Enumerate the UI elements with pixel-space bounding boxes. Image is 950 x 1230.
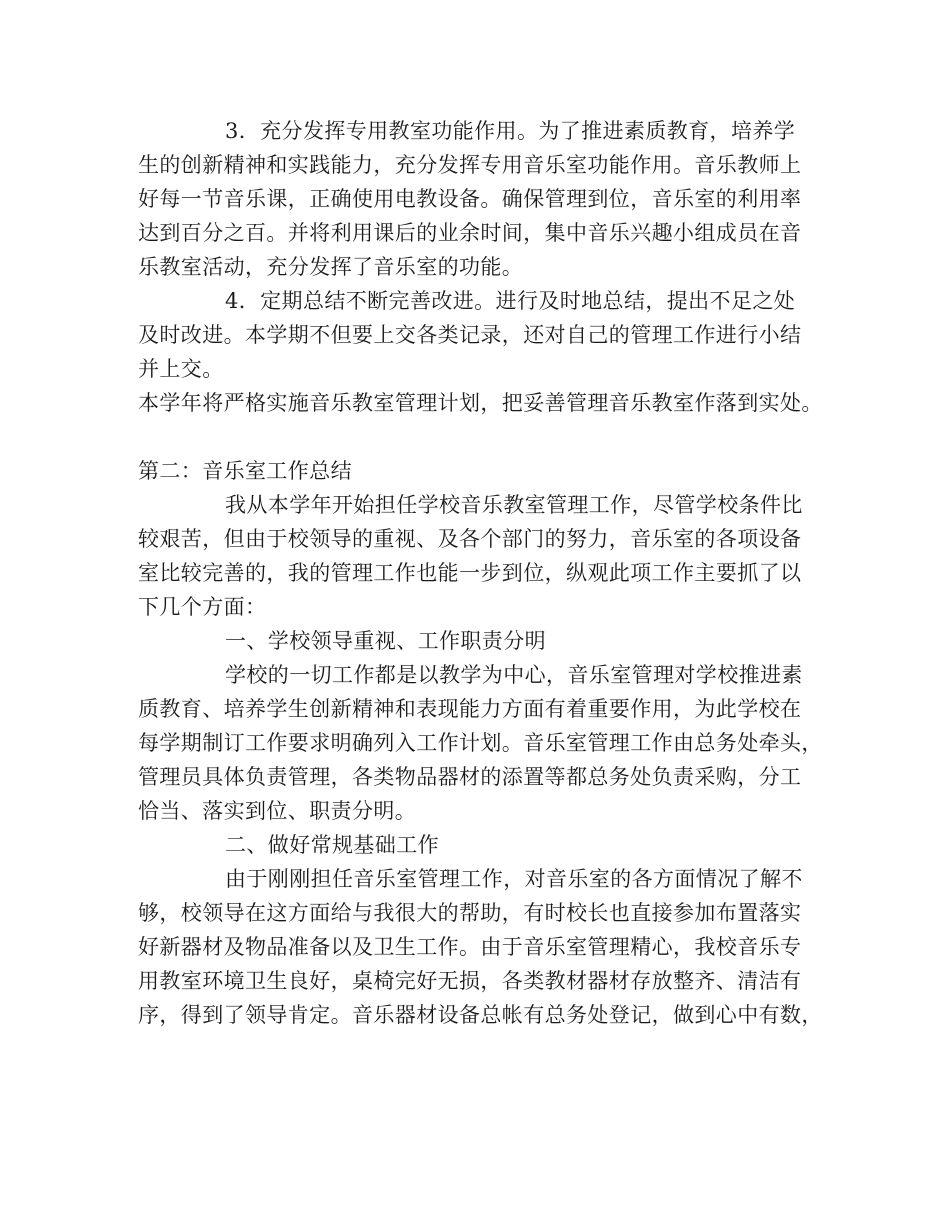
text-line: 用教室环境卫生良好，桌椅完好无损，各类教材器材存放整齐、清洁有 <box>138 969 802 993</box>
text-line: 3．充分发挥专用教室功能作用。为了推进素质教育，培养学 <box>225 119 796 143</box>
text-line: 较艰苦，但由于校领导的重视、及各个部门的努力，音乐室的各项设备 <box>138 527 802 551</box>
text-line: 我从本学年开始担任学校音乐教室管理工作，尽管学校条件比 <box>225 493 803 517</box>
document-page <box>138 114 828 1032</box>
text-line: 学校的一切工作都是以教学为中心，音乐室管理对学校推进素 <box>225 663 803 687</box>
text-line: 室比较完善的，我的管理工作也能一步到位，纵观此项工作主要抓了以 <box>138 561 802 585</box>
text-line: 恰当、落实到位、职责分明。 <box>138 799 417 823</box>
text-line: 好每一节音乐课，正确使用电教设备。确保管理到位，音乐室的利用率 <box>138 187 802 211</box>
text-line: 管理员具体负责管理，各类物品器材的添置等都总务处负责采购，分工 <box>138 765 802 789</box>
routine-work-paragraph <box>138 862 828 1032</box>
text-line: 序，得到了领导肯定。音乐器材设备总帐有总务处登记，做到心中有数， <box>138 1003 823 1027</box>
text-line: 并上交。 <box>138 357 224 381</box>
closing-sentence: 本学年将严格实施音乐教室管理计划，把妥善管理音乐教室作落到实处。 <box>138 391 823 415</box>
text-line: 好新器材及物品准备以及卫生工作。由于音乐室管理精心，我校音乐专 <box>138 935 802 959</box>
paragraph-item-3 <box>138 114 828 284</box>
text-line: 生的创新精神和实践能力，充分发挥专用音乐室功能作用。音乐教师上 <box>138 153 802 177</box>
text-line: 由于刚刚担任音乐室管理工作，对音乐室的各方面情况了解不 <box>225 867 803 891</box>
blank-line <box>138 420 828 454</box>
text-line: 及时改进。本学期不但要上交各类记录，还对自己的管理工作进行小结 <box>138 323 802 347</box>
subheading-leadership: 一、学校领导重视、工作职责分明 <box>225 629 546 653</box>
text-line: 质教育、培养学生创新精神和表现能力方面有着重要作用，为此学校在 <box>138 697 802 721</box>
paragraph-item-4 <box>138 284 828 386</box>
text-line: 下几个方面： <box>138 595 267 619</box>
intro-paragraph <box>138 488 828 624</box>
text-line: 达到百分之百。并将利用课后的业余时间，集中音乐兴趣小组成员在音 <box>138 221 802 245</box>
text-line: 乐教室活动，充分发挥了音乐室的功能。 <box>138 255 524 279</box>
text-line: 每学期制订工作要求明确列入工作计划。音乐室管理工作由总务处牵头， <box>138 731 823 755</box>
subheading-routine-work: 二、做好常规基础工作 <box>225 833 439 857</box>
text-line: 4．定期总结不断完善改进。进行及时地总结，提出不足之处 <box>225 289 796 313</box>
text-line: 够，校领导在这方面给与我很大的帮助，有时校长也直接参加布置落实 <box>138 901 802 925</box>
leadership-paragraph <box>138 658 828 828</box>
section-heading: 第二：音乐室工作总结 <box>138 459 352 483</box>
